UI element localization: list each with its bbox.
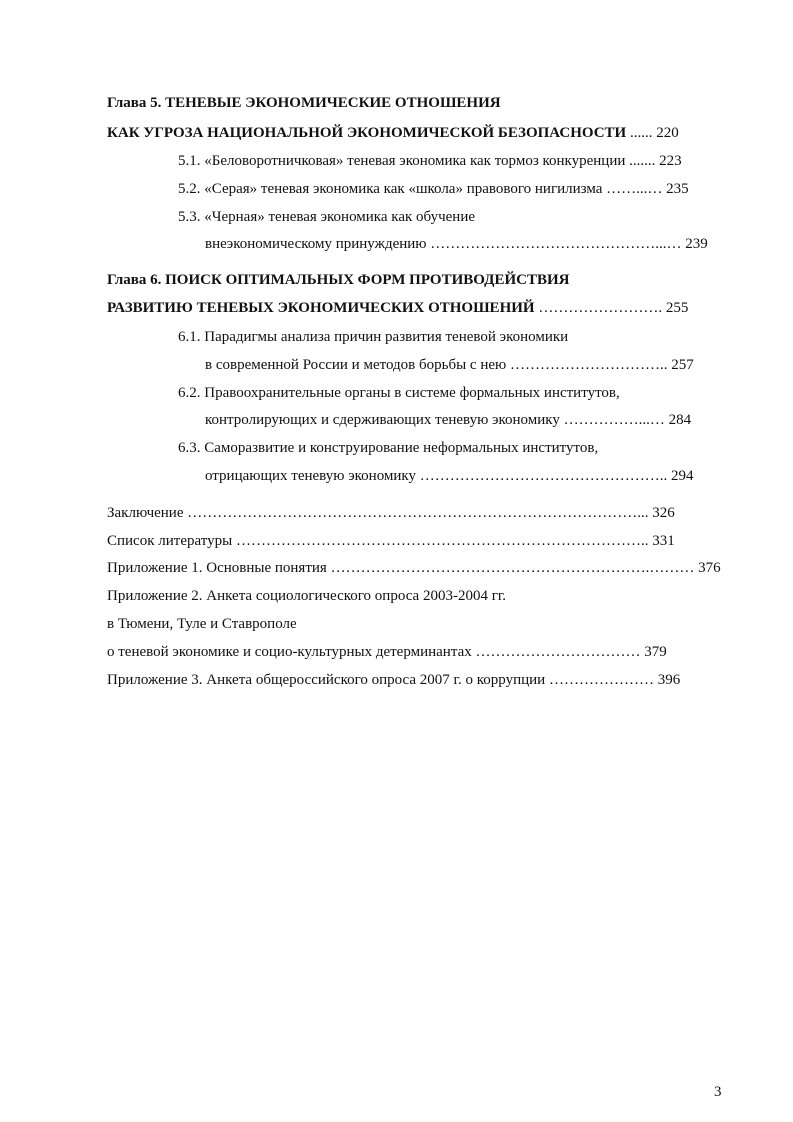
toc-entry-title: Список литературы: [107, 533, 233, 549]
toc-entry-title: отрицающих теневую экономику: [205, 468, 417, 484]
toc-entry-appendix-2-line-2: в Тюмени, Туле и Ставрополе: [107, 616, 297, 632]
toc-leader: ………………………………………...…: [426, 236, 686, 252]
toc-entry-title: Приложение 1. Основные понятия: [107, 560, 327, 576]
toc-entry-6-3-line-1: 6.3. Саморазвитие и конструирование неформальных институтов,: [178, 440, 599, 456]
toc-page-number: 220: [656, 125, 679, 141]
toc-leader: ……...…: [602, 181, 667, 197]
toc-page-number: 294: [671, 468, 694, 484]
page-number: 3: [714, 1084, 722, 1100]
toc-entry-chapter-5[interactable]: [107, 123, 679, 143]
toc-entry-title: Заключение: [107, 505, 184, 521]
toc-entry-title: в современной России и методов борьбы с нею: [205, 357, 507, 373]
toc-page-number: 376: [698, 560, 721, 576]
toc-leader: ………………………………………………………………………………...: [183, 505, 653, 521]
toc-entry-title: о теневой экономике и социо-культурных детерминантах: [107, 644, 472, 660]
toc-entry-6-3[interactable]: [205, 466, 694, 486]
toc-page-number: 331: [652, 533, 675, 549]
toc-entry-title: 5.2. «Серая» теневая экономика как «школа» правового нигилизма: [178, 181, 603, 197]
toc-entry-title: контролирующих и сдерживающих теневую экономику: [205, 412, 560, 428]
toc-entry-appendix-3[interactable]: [107, 670, 680, 690]
toc-entry-title: 5.1. «Беловоротничковая» теневая экономика как тормоз конкуренции: [178, 153, 626, 169]
toc-entry-5-3[interactable]: [205, 234, 708, 254]
toc-page-number: 284: [668, 412, 692, 428]
chapter-5-title-line-2: КАК УГРОЗА НАЦИОНАЛЬНОЙ ЭКОНОМИЧЕСКОЙ БЕЗОПАСНОСТИ: [107, 125, 627, 141]
toc-entry-5-1[interactable]: [178, 151, 682, 171]
toc-entry-5-3-line-1: 5.3. «Черная» теневая экономика как обучение: [178, 209, 476, 225]
toc-entry-appendix-2[interactable]: [107, 642, 667, 662]
toc-page-number: 379: [644, 644, 667, 660]
chapter-5-title-line-1: Глава 5. ТЕНЕВЫЕ ЭКОНОМИЧЕСКИЕ ОТНОШЕНИЯ: [107, 95, 501, 111]
toc-leader: ……………………………: [471, 644, 645, 660]
toc-entry-literature[interactable]: [107, 531, 675, 551]
toc-entry-appendix-2-line-1: Приложение 2. Анкета социологического опроса 2003-2004 гг.: [107, 588, 507, 604]
toc-leader: ......: [626, 125, 657, 141]
toc-page-number: 235: [666, 181, 689, 197]
chapter-6-title-line-1: Глава 6. ПОИСК ОПТИМАЛЬНЫХ ФОРМ ПРОТИВОДЕЙСТВИЯ: [107, 272, 570, 288]
toc-entry-appendix-1[interactable]: [107, 558, 721, 578]
toc-entry-title: Приложение 3. Анкета общероссийского опроса 2007 г. о коррупции: [107, 672, 546, 688]
toc-leader: …………………….: [534, 300, 666, 316]
toc-entry-title: внеэкономическому принуждению: [205, 236, 427, 252]
toc-leader: …………………………………………..: [416, 468, 672, 484]
toc-entry-6-1-line-1: 6.1. Парадигмы анализа причин развития теневой экономики: [178, 329, 569, 345]
toc-page-number: 257: [671, 357, 694, 373]
toc-entry-conclusion[interactable]: [107, 503, 675, 523]
toc-entry-chapter-6[interactable]: [107, 298, 688, 318]
chapter-6-title-line-2: РАЗВИТИЮ ТЕНЕВЫХ ЭКОНОМИЧЕСКИХ ОТНОШЕНИЙ: [107, 300, 535, 316]
toc-page-number: 396: [657, 672, 681, 688]
toc-leader: .......: [625, 153, 660, 169]
toc-page-number: 255: [665, 300, 689, 316]
toc-leader: …………………: [545, 672, 658, 688]
toc-leader: …………………………..: [506, 357, 672, 373]
toc-leader: ………………………………………………………………………..: [232, 533, 653, 549]
toc-page-number: 239: [685, 236, 708, 252]
toc-entry-6-1[interactable]: [205, 355, 694, 375]
toc-leader: ……………………………………………………….………: [326, 560, 699, 576]
toc-page-number: 223: [659, 153, 682, 169]
toc-entry-6-2-line-1: 6.2. Правоохранительные органы в системе формальных институтов,: [178, 385, 620, 401]
toc-leader: ……………...…: [559, 412, 669, 428]
toc-page-number: 326: [652, 505, 675, 521]
toc-entry-6-2[interactable]: [205, 410, 691, 430]
toc-entry-5-2[interactable]: [178, 179, 689, 199]
